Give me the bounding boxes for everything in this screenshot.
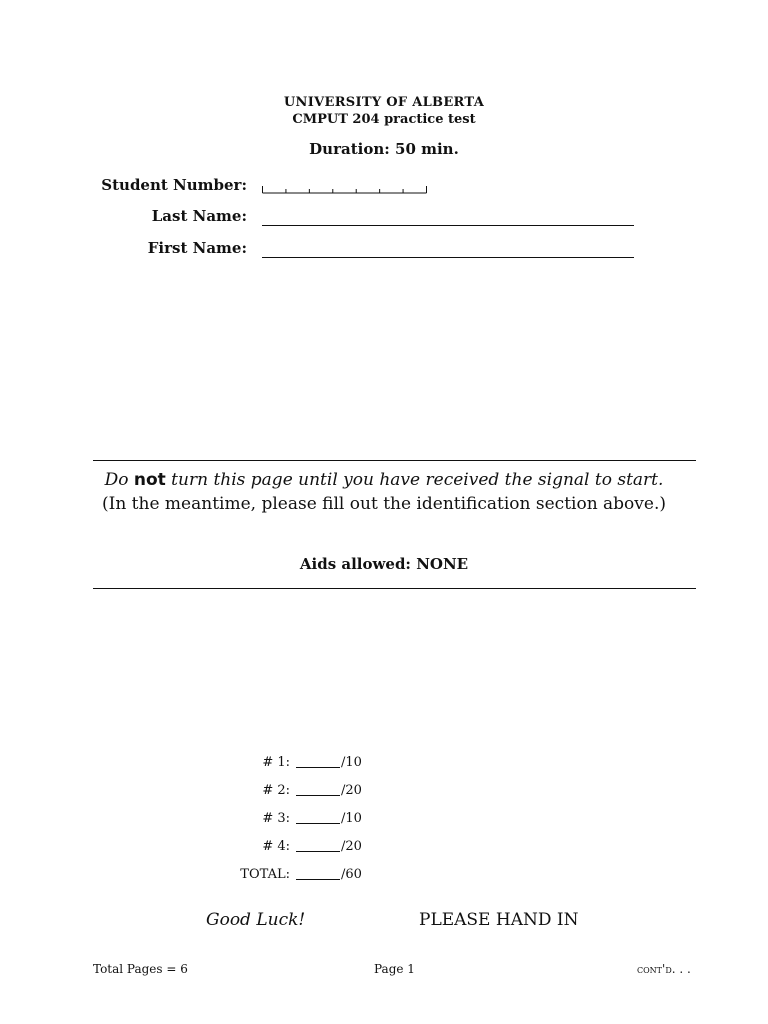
footer-total-pages: Total Pages = 6 — [93, 962, 188, 976]
score-blank[interactable] — [296, 767, 340, 768]
notice-line-2: (In the meantime, please fill out the identification section above.) — [101, 494, 666, 514]
notice-emphasis: not — [133, 470, 166, 490]
score-label: # 2: — [262, 783, 290, 798]
last-name-field[interactable] — [262, 225, 634, 226]
score-max: /10 — [341, 755, 362, 770]
notice-line-1-end: turn this page until you have received the signal to start. — [165, 470, 664, 490]
course-title: CMPUT 204 practice test — [292, 112, 476, 127]
student-number-label: Student Number: — [101, 176, 247, 194]
institution-title: UNIVERSITY OF ALBERTA — [283, 95, 485, 110]
first-name-field[interactable] — [262, 257, 634, 258]
score-row-total — [0, 866, 768, 884]
score-blank[interactable] — [296, 851, 340, 852]
score-blank[interactable] — [296, 795, 340, 796]
score-max: /20 — [341, 839, 362, 854]
score-label: TOTAL: — [240, 867, 290, 882]
hand-in-text: PLEASE HAND IN — [419, 910, 579, 930]
good-luck-text: Good Luck! — [206, 910, 306, 930]
notice-line-1-start: Do — [104, 470, 134, 490]
notice-bottom-rule — [93, 588, 696, 589]
student-number-field[interactable] — [262, 184, 427, 194]
footer-page-number: Page 1 — [374, 962, 415, 976]
score-label: # 1: — [262, 755, 290, 770]
aids-allowed: Aids allowed: NONE — [299, 555, 469, 573]
score-max: /60 — [341, 867, 362, 882]
score-max: /10 — [341, 811, 362, 826]
score-blank[interactable] — [296, 879, 340, 880]
footer-continued: cont'd. . . — [637, 962, 691, 976]
last-name-label: Last Name: — [151, 207, 247, 225]
notice-top-rule — [93, 460, 696, 461]
score-row — [0, 782, 768, 800]
score-max: /20 — [341, 783, 362, 798]
score-label: # 3: — [262, 811, 290, 826]
notice-line-1 — [0, 470, 768, 490]
first-name-label: First Name: — [147, 239, 247, 257]
exam-duration: Duration: 50 min. — [309, 140, 459, 158]
score-row — [0, 838, 768, 856]
score-row — [0, 810, 768, 828]
score-table — [0, 754, 768, 894]
score-row — [0, 754, 768, 772]
score-label: # 4: — [262, 839, 290, 854]
score-blank[interactable] — [296, 823, 340, 824]
